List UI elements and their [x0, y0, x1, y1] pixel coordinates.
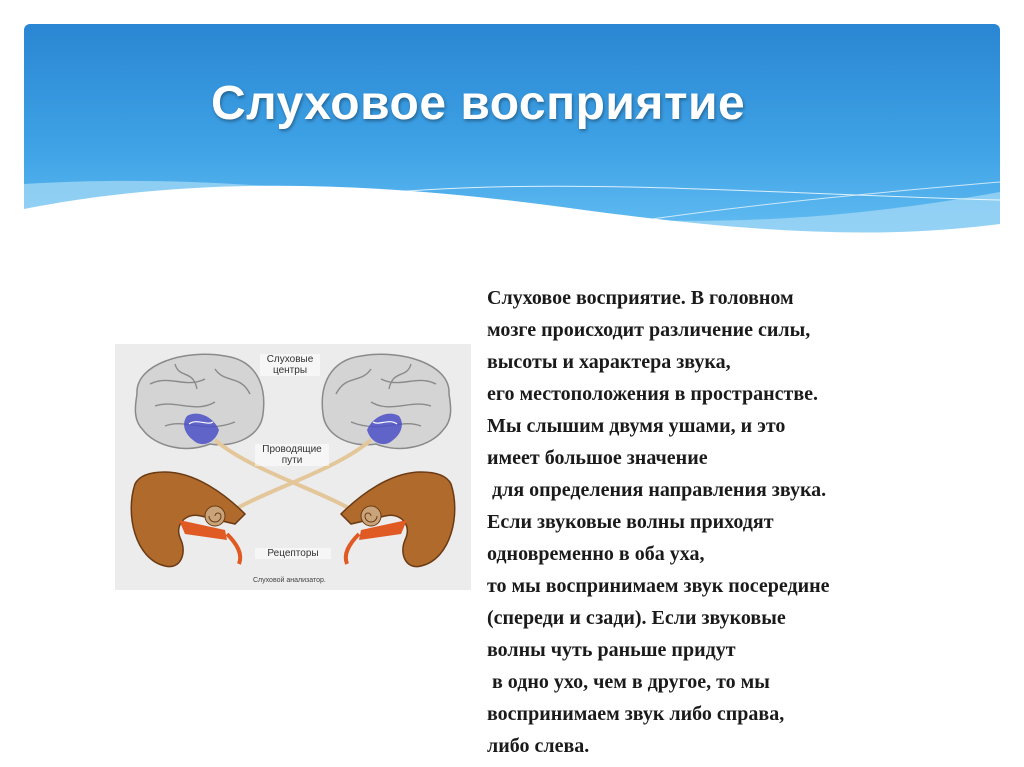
body-line: его местоположения в пространстве. — [487, 383, 819, 405]
body-line: либо слева. — [487, 735, 590, 757]
body-line: мозге происходит различение силы, — [487, 319, 811, 341]
right-brain — [322, 354, 450, 448]
body-line: для определения направления звука. — [487, 479, 827, 501]
label-receptors: Рецепторы — [255, 548, 331, 559]
label-auditory-centers: Слуховые центры — [260, 354, 320, 376]
auditory-analyzer-figure — [115, 344, 471, 590]
body-line: волны чуть раньше придут — [487, 639, 736, 661]
body-line: имеет большое значение — [487, 447, 708, 469]
body-line: (спереди и сзади). Если звуковые — [487, 607, 786, 629]
right-ear — [341, 472, 455, 567]
body-line: в одно ухо, чем в другое, то мы — [487, 671, 770, 693]
left-brain — [135, 354, 263, 448]
body-line: Слуховое восприятие. В головном — [487, 287, 794, 309]
body-line: одновременно в оба уха, — [487, 543, 705, 565]
figure-caption: Слуховой анализатор. — [253, 577, 326, 584]
body-line: Мы слышим двумя ушами, и это — [487, 415, 786, 437]
body-line: то мы воспринимаем звук посередине — [487, 575, 830, 597]
body-line: высоты и характера звука, — [487, 351, 731, 373]
body-text — [487, 282, 1007, 762]
banner-background — [24, 24, 1000, 256]
slide-title: Слуховое восприятие — [211, 77, 746, 130]
body-line: Если звуковые волны приходят — [487, 511, 774, 533]
title-banner — [24, 24, 1000, 256]
label-pathways: Проводящие пути — [255, 444, 329, 466]
body-line: воспринимаем звук либо справа, — [487, 703, 785, 725]
left-ear — [131, 472, 245, 567]
